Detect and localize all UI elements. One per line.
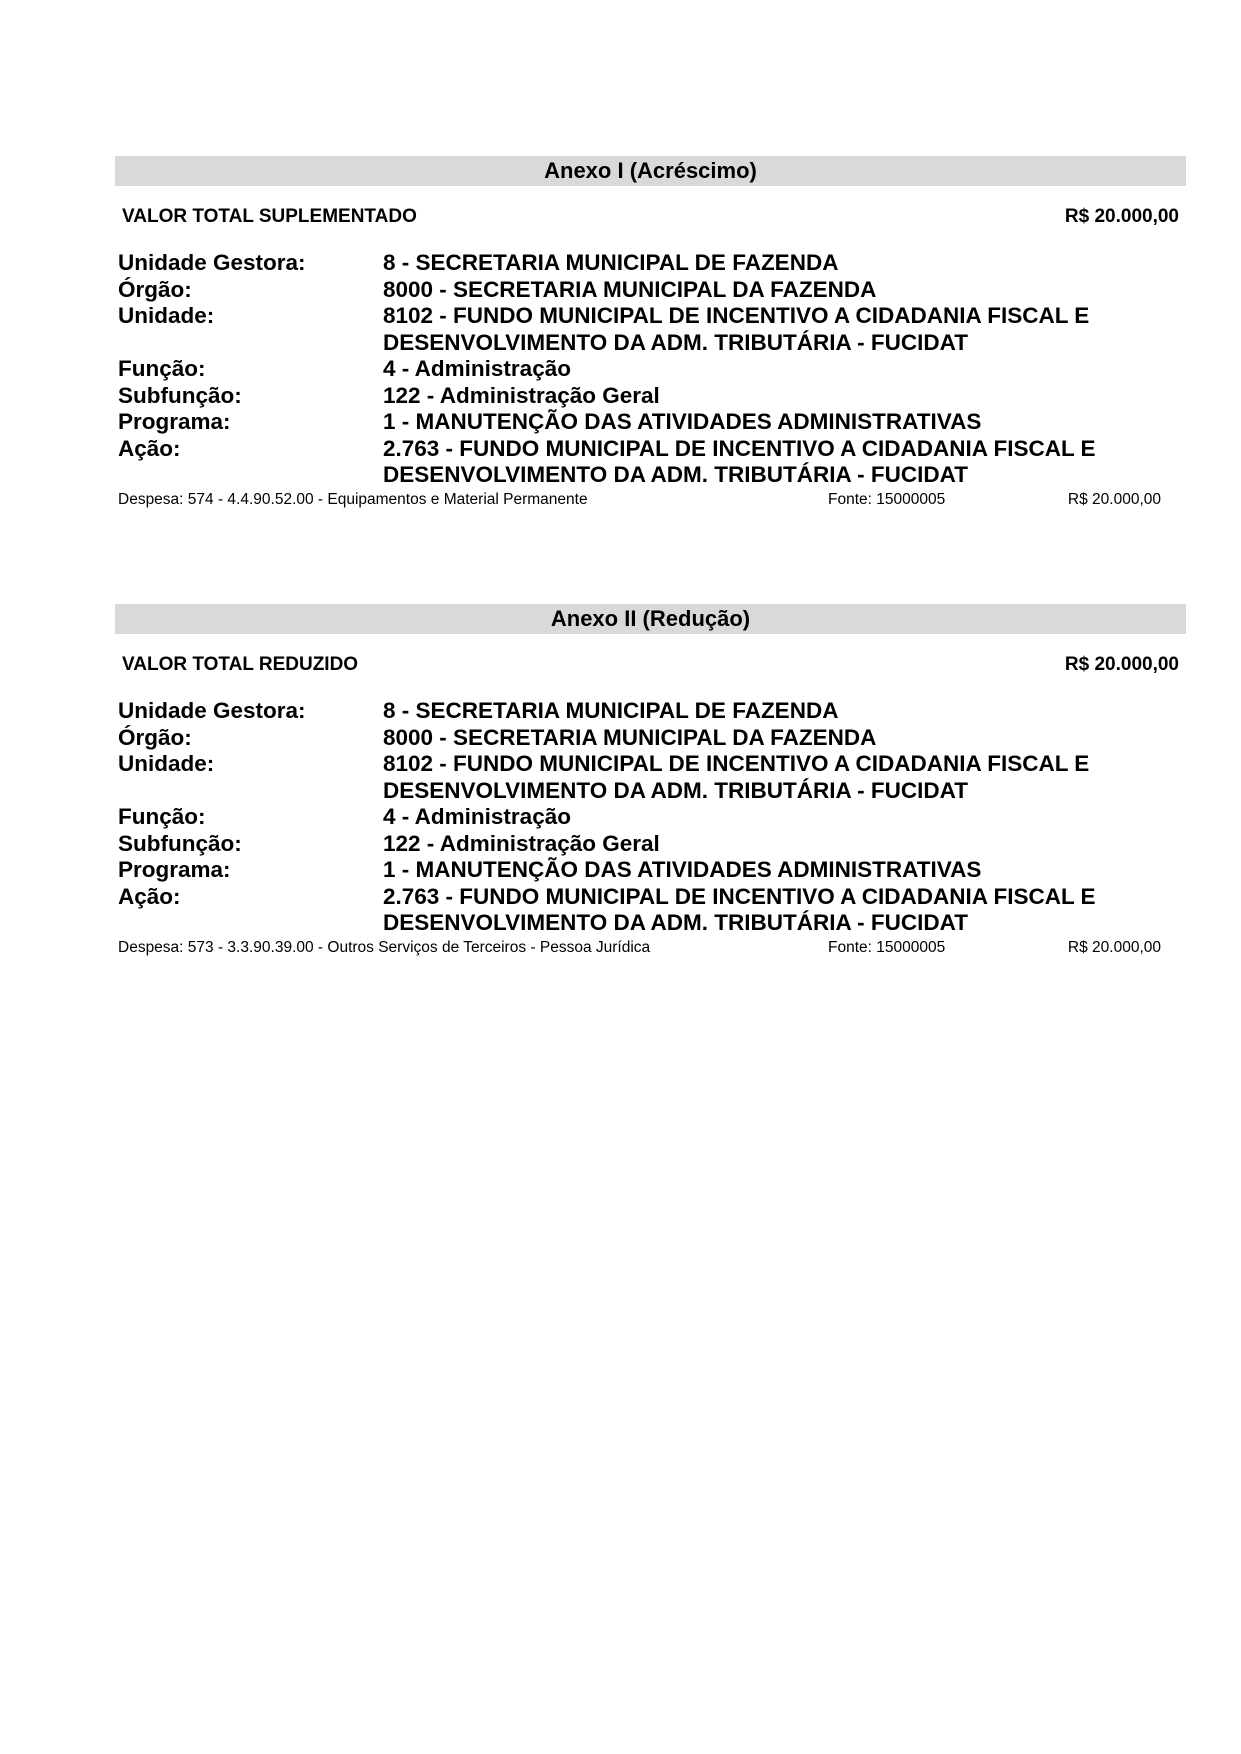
detail-row-subfuncao [115, 383, 1186, 410]
detail-row-unidade [115, 303, 1186, 356]
detail-value: 1 - MANUTENÇÃO DAS ATIVIDADES ADMINISTRATIVAS [383, 857, 982, 882]
expense-description: Despesa: 574 - 4.4.90.52.00 - Equipamentos e Material Permanente [118, 490, 588, 508]
detail-label: Unidade: [118, 303, 215, 328]
annex-title: Anexo I (Acréscimo) [115, 156, 1186, 186]
annex-title: Anexo II (Redução) [115, 604, 1186, 634]
detail-label: Órgão: [118, 724, 192, 750]
detail-label: Função: [118, 804, 206, 829]
total-label: VALOR TOTAL SUPLEMENTADO [122, 206, 417, 227]
detail-row-unidade-gestora [115, 698, 1186, 725]
detail-value: 4 - Administração [383, 356, 571, 381]
total-value: R$ 20.000,00 [1064, 654, 1179, 675]
expense-value: R$ 20.000,00 [1067, 938, 1161, 956]
total-label: VALOR TOTAL REDUZIDO [122, 654, 359, 675]
detail-label: Função: [118, 356, 206, 381]
total-row [115, 204, 1186, 230]
expense-row [115, 938, 1186, 958]
expense-description: Despesa: 573 - 3.3.90.39.00 - Outros Serviços de Terceiros - Pessoa Jurídica [118, 938, 651, 956]
total-value: R$ 20.000,00 [1064, 206, 1179, 227]
detail-row-acao [115, 884, 1186, 937]
expense-source: Fonte: 15000005 [828, 490, 946, 508]
annex-section-reducao [115, 604, 1186, 958]
detail-label: Programa: [118, 857, 231, 882]
detail-value: 1 - MANUTENÇÃO DAS ATIVIDADES ADMINISTRATIVAS [383, 409, 982, 434]
expense-source: Fonte: 15000005 [828, 938, 946, 956]
detail-value: 122 - Administração Geral [383, 830, 660, 856]
detail-label: Órgão: [118, 276, 192, 302]
detail-value: 8000 - SECRETARIA MUNICIPAL DA FAZENDA [383, 724, 877, 750]
detail-label: Programa: [118, 409, 231, 434]
details-table [115, 698, 1186, 937]
detail-value: 8 - SECRETARIA MUNICIPAL DE FAZENDA [383, 698, 839, 723]
detail-value: 2.763 - FUNDO MUNICIPAL DE INCENTIVO A CIDADANIA FISCAL E DESENVOLVIMENTO DA ADM. TRIBUTÁRIA - FUCIDAT [383, 883, 1096, 935]
detail-row-orgao [115, 725, 1186, 752]
detail-value: 8000 - SECRETARIA MUNICIPAL DA FAZENDA [383, 276, 877, 302]
detail-value: 122 - Administração Geral [383, 382, 660, 408]
total-row [115, 652, 1186, 678]
detail-value: 8102 - FUNDO MUNICIPAL DE INCENTIVO A CIDADANIA FISCAL E DESENVOLVIMENTO DA ADM. TRIBUTÁRIA - FUCIDAT [383, 303, 1090, 355]
detail-label: Subfunção: [118, 382, 242, 408]
detail-label: Unidade: [118, 751, 215, 776]
detail-value: 4 - Administração [383, 804, 571, 829]
detail-label: Unidade Gestora: [118, 698, 306, 723]
detail-row-unidade-gestora [115, 250, 1186, 277]
expense-row [115, 490, 1186, 510]
detail-row-unidade [115, 751, 1186, 804]
detail-row-funcao [115, 804, 1186, 831]
detail-value: 2.763 - FUNDO MUNICIPAL DE INCENTIVO A CIDADANIA FISCAL E DESENVOLVIMENTO DA ADM. TRIBUTÁRIA - FUCIDAT [383, 435, 1096, 487]
detail-row-subfuncao [115, 831, 1186, 858]
detail-label: Subfunção: [118, 830, 242, 856]
details-table [115, 250, 1186, 489]
detail-label: Ação: [118, 435, 181, 461]
detail-value: 8102 - FUNDO MUNICIPAL DE INCENTIVO A CIDADANIA FISCAL E DESENVOLVIMENTO DA ADM. TRIBUTÁRIA - FUCIDAT [383, 751, 1090, 803]
detail-row-programa [115, 857, 1186, 884]
detail-row-acao [115, 436, 1186, 489]
detail-row-orgao [115, 277, 1186, 304]
annex-section-acrescimo [115, 156, 1186, 510]
detail-row-programa [115, 409, 1186, 436]
detail-value: 8 - SECRETARIA MUNICIPAL DE FAZENDA [383, 250, 839, 275]
expense-value: R$ 20.000,00 [1067, 490, 1161, 508]
detail-label: Unidade Gestora: [118, 250, 306, 275]
detail-label: Ação: [118, 883, 181, 909]
detail-row-funcao [115, 356, 1186, 383]
